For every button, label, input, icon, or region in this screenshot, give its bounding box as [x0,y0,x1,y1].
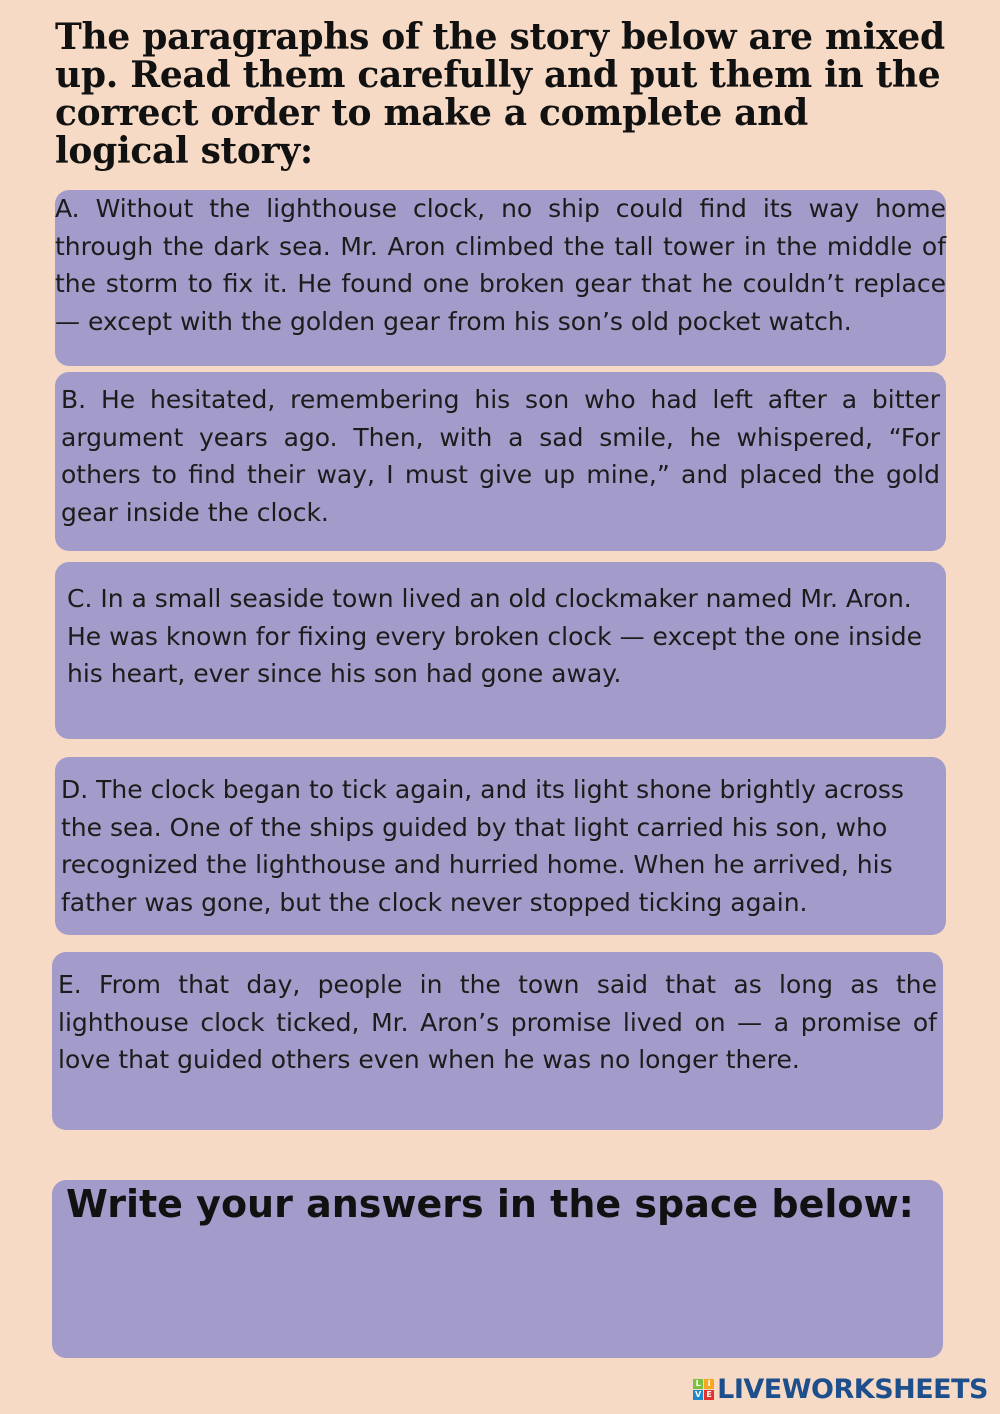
paragraph-card-a [55,190,946,366]
paragraph-card-c [55,562,946,739]
liveworksheets-logo [693,1374,988,1404]
paragraph-card-b [55,372,946,551]
paragraph-c-text: C. In a small seaside town lived an old clockmaker named Mr. Aron. He was known for fixing every broken clock — except the one inside his heart, ever since his son had gone away. [67,584,923,688]
answer-prompt: Write your answers in the space below: [66,1182,914,1226]
logo-mark-letter-3: V [695,1389,702,1399]
logo-mark-letter-4: E [704,1390,714,1400]
paragraph-b-text: B. He hesitated, remembering his son who had left after a bitter argument years ago. Then, with a sad smile, he whispered, “For others to find their way, I must give up mine,” and placed the gold gear inside the clock. [61,385,940,527]
logo-mark-letter-1: L [693,1379,703,1389]
paragraph-card-e [52,952,943,1130]
worksheet-title: The paragraphs of the story below are mixed up. Read them carefully and put them in the correct order to make a complete and logical story: [55,16,945,172]
liveworksheets-logo-mark-icon [693,1379,714,1400]
paragraph-e-text: E. From that day, people in the town said that as long as the lighthouse clock ticked, Mr. Aron’s promise lived on — a promise of love that guided others even when he was no longer there. [58,970,937,1074]
logo-mark-letter-2: I [704,1379,714,1389]
paragraph-a-text: A. Without the lighthouse clock, no ship could find its way home through the dark sea. Mr. Aron climbed the tall tower in the middle of the storm to fix it. He found one broken gear that he couldn’t replace — except with the golden gear from his son’s old pocket watch. [55,194,946,336]
answer-box[interactable] [52,1180,943,1358]
paragraph-card-d [55,757,946,935]
paragraph-d-text: D. The clock began to tick again, and its light shone brightly across the sea. One of the ships guided by that light carried his son, who recognized the lighthouse and hurried home. When he arrived, his father was gone, but the clock never stopped ticking again. [61,775,904,917]
logo-text: LIVEWORKSHEETS [717,1373,988,1405]
